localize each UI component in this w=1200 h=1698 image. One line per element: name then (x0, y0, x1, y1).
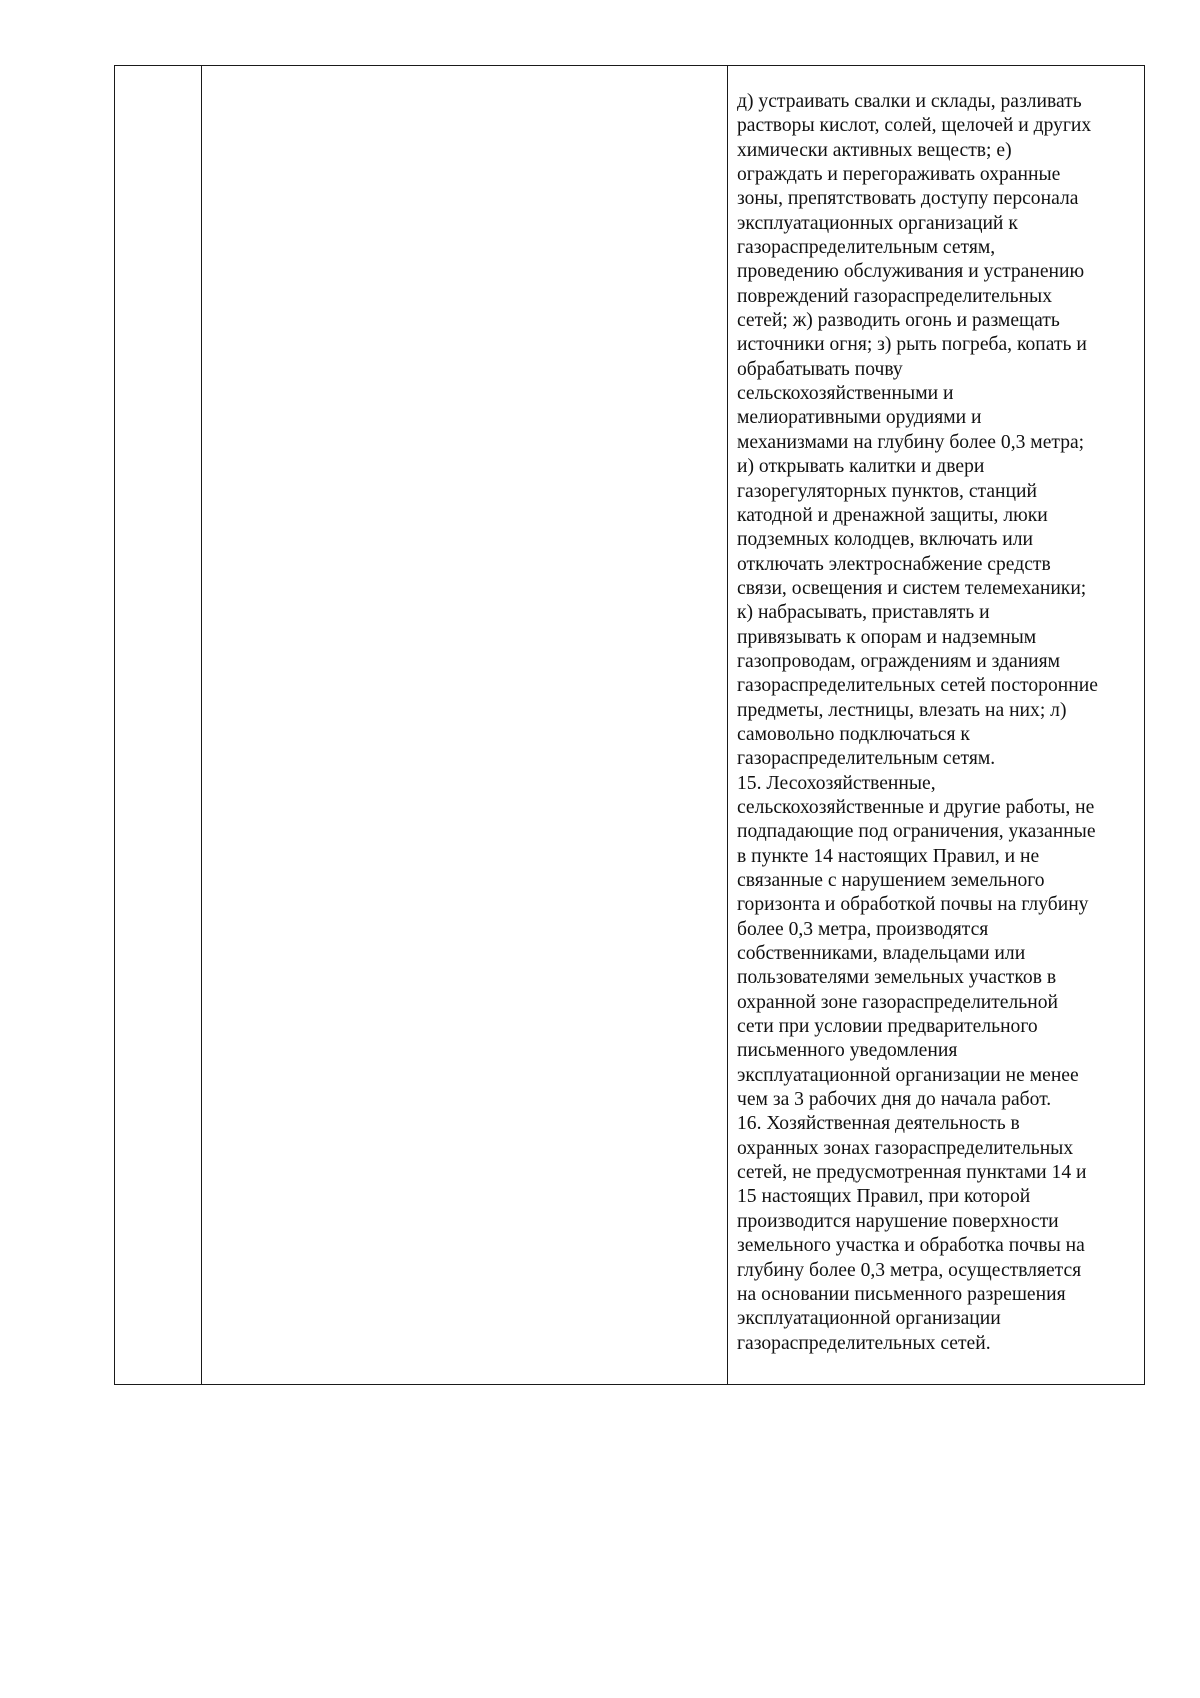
paragraph-restrictions: д) устраивать свалки и склады, разливать растворы кислот, солей, щелочей и других химически активных веществ; е) ограждать и перегораживать охранные зоны, препятствовать доступу персонала эксплуатационных организаций к газораспределительным сетям, проведению обслуживания и устранению повреждений газораспределительных сетей; ж) разводить огонь и размещать источники огня; з) рыть погреба, копать и обрабатывать почву сельскохозяйственными и мелиоративными орудиями и механизмами на глубину более 0,3 метра; и) открывать калитки и двери газорегуляторных пунктов, станций катодной и дренажной защиты, люки подземных колодцев, включать или отключать электроснабжение средств связи, освещения и систем телемеханики; к) набрасывать, приставлять и привязывать к опорам и надземным газопроводам, ограждениям и зданиям газораспределительных сетей посторонние предметы, лестницы, влезать на них; л) самовольно подключаться к газораспределительным сетям. (737, 91, 1098, 770)
table-row (115, 66, 1145, 1385)
regulation-text (728, 66, 1144, 1356)
paragraph-15: 15. Лесохозяйственные, сельскохозяйственные и другие работы, не подпадающие под ограничения, указанные в пункте 14 настоящих Правил, и не связанные с нарушением земельного горизонта и обработкой почвы на глубину более 0,3 метра, производятся собственниками, владельцами или пользователями земельных участков в охранной зоне газораспределительной сети при условии предварительного письменного уведомления эксплуатационной организации не менее чем за 3 рабочих дня до начала работ. (737, 772, 1096, 1111)
row-number-cell (115, 66, 202, 1385)
row-name-cell (202, 66, 728, 1385)
paragraph-16: 16. Хозяйственная деятельность в охранных зонах газораспределительных сетей, не предусмотренная пунктами 14 и 15 настоящих Правил, при которой производится нарушение поверхности земельного участка и обработка почвы на глубину более 0,3 метра, осуществляется на основании письменного разрешения эксплуатационной организации газораспределительных сетей. (737, 1113, 1087, 1354)
regulations-table (114, 65, 1145, 1385)
row-text-cell (728, 66, 1145, 1385)
